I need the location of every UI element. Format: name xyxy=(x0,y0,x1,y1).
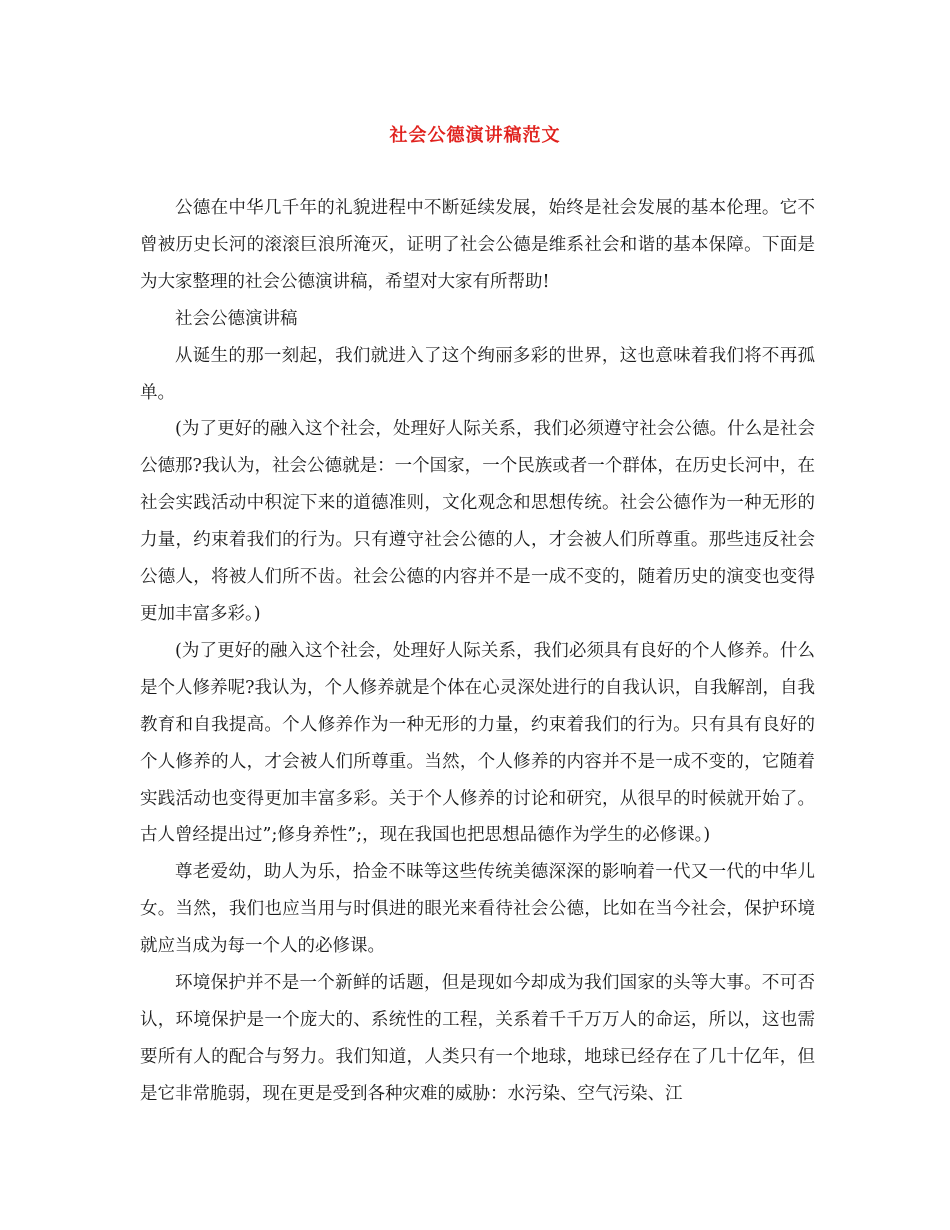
document-title: 社会公德演讲稿范文 xyxy=(389,125,561,146)
paragraph: 环境保护并不是一个新鲜的话题，但是现如今却成为我们国家的头等大事。不可否认，环境保护是一个庞大的、系统性的工程，关系着千千万万人的命运，所以，这也需要所有人的配合与努力。我们知道，人类只有一个地球，地球已经存在了几十亿年，但是它非常脆弱，现在更是受到各种灾难的威胁：水污染、空气污染、江 xyxy=(140,973,815,1104)
document-body xyxy=(140,190,815,1113)
paragraph: (为了更好的融入这个社会，处理好人际关系，我们必须具有良好的个人修养。什么是个人修养呢?我认为，个人修养就是个体在心灵深处进行的自我认识，自我解剖，自我教育和自我提高。个人修养作为一种无形的力量，约束着我们的行为。只有具有良好的个人修养的人，才会被人们所尊重。当然，个人修养的内容并不是一成不变的，它随着实践活动也变得更加丰富多彩。关于个人修养的讨论和研究，从很早的时候就开始了。古人曾经提出过”;修身养性”;，现在我国也把思想品德作为学生的必修课。) xyxy=(140,640,815,846)
paragraph: 从诞生的那一刻起，我们就进入了这个绚丽多彩的世界，这也意味着我们将不再孤单。 xyxy=(140,345,815,403)
paragraph: 尊老爱幼，助人为乐，拾金不昧等这些传统美德深深的影响着一代又一代的中华儿女。当然，我们也应当用与时俱进的眼光来看待社会公德，比如在当今社会，保护环境就应当成为每一个人的必修课。 xyxy=(140,862,815,957)
paragraph-intro: 公德在中华几千年的礼貌进程中不断延续发展，始终是社会发展的基本伦理。它不曾被历史长河的滚滚巨浪所淹灭，证明了社会公德是维系社会和谐的基本保障。下面是为大家整理的社会公德演讲稿，希望对大家有所帮助! xyxy=(140,198,815,292)
paragraph-subtitle: 社会公德演讲稿 xyxy=(175,308,298,329)
paragraph: (为了更好的融入这个社会，处理好人际关系，我们必须遵守社会公德。什么是社会公德那?我认为，社会公德就是：一个国家，一个民族或者一个群体，在历史长河中，在社会实践活动中积淀下来的道德准则，文化观念和思想传统。社会公德作为一种无形的力量，约束着我们的行为。只有遵守社会公德的人，才会被人们所尊重。那些违反社会公德人，将被人们所不齿。社会公德的内容并不是一成不变的，随着历史的演变也变得更加丰富多彩。) xyxy=(140,419,815,624)
